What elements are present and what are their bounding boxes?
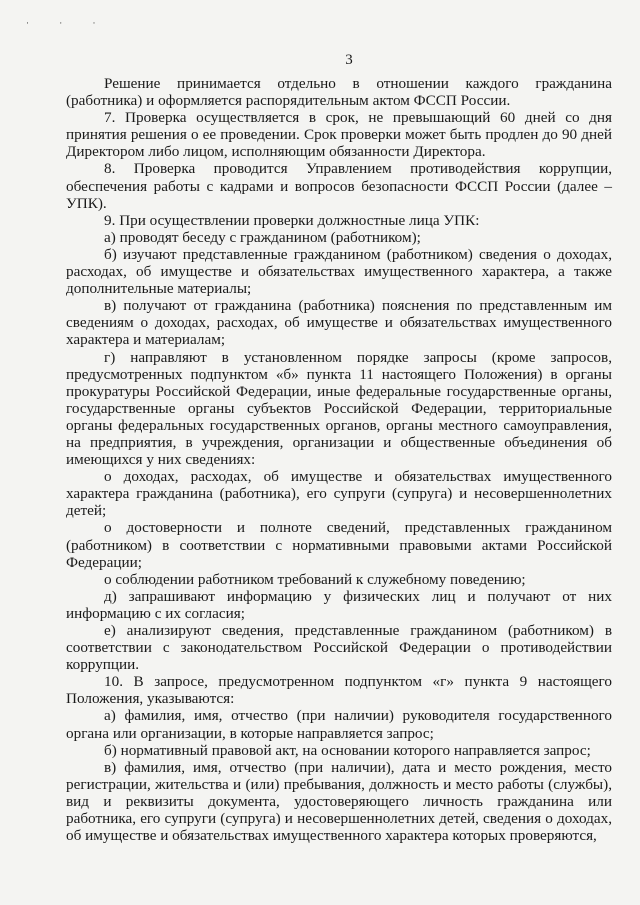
paragraph: 10. В запросе, предусмотренном подпунктом «г» пункта 9 настоящего Положения, указываются: xyxy=(66,673,612,708)
corner-marks: · · · xyxy=(26,18,110,28)
paragraph: о доходах, расходах, об имуществе и обязательствах имущественного характера гражданина (работника), его супруги (супруга) и несовершеннолетних детей; xyxy=(66,468,612,520)
paragraph: о достоверности и полноте сведений, представленных гражданином (работником) в соответствии с нормативными правовыми актами Российской Федерации; xyxy=(66,519,612,571)
page-number: 3 xyxy=(345,52,353,68)
paragraph: в) получают от гражданина (работника) пояснения по представленным им сведениям о доходах, расходах, об имуществе и обязательствах имущественного характера и материалам; xyxy=(66,297,612,349)
paragraph: 7. Проверка осуществляется в срок, не превышающий 60 дней со дня принятия решения о ее проведении. Срок проверки может быть продлен до 90 дней Директором либо лицом, исполняющим обязанности Директора. xyxy=(66,109,612,161)
document-body xyxy=(66,75,612,844)
paragraph: 9. При осуществлении проверки должностные лица УПК: xyxy=(104,211,480,229)
paragraph: б) изучают представленные гражданином (работником) сведения о доходах, расходах, об имуществе и обязательствах имущественного характера, а также дополнительные материалы; xyxy=(66,245,612,298)
paragraph: г) направляют в установленном порядке запросы (кроме запросов, предусмотренных подпунктом «б» пункта 11 настоящего Положения) в органы прокуратуры Российской Федерации, иные федеральные государственные органы, государственные органы субъектов Российской Федерации, территориальные органы федеральных государственных органов, органы местного самоуправления, на предприятия, в учреждения, организации и общественные объединения об имеющихся у них сведениях: xyxy=(66,348,612,469)
paragraph: Решение принимается отдельно в отношении каждого гражданина (работника) и оформляется распорядительным актом ФССП России. xyxy=(66,75,612,110)
paragraph: д) запрашивают информацию у физических лиц и получают от них информацию с их согласия; xyxy=(66,587,612,622)
paragraph: 8. Проверка проводится Управлением противодействия коррупции, обеспечения работы с кадрами и вопросов безопасности ФССП России (далее – УПК). xyxy=(66,160,612,212)
paragraph: б) нормативный правовой акт, на основании которого направляется запрос; xyxy=(104,741,591,759)
paragraph: в) фамилия, имя, отчество (при наличии), дата и место рождения, место регистрации, жительства и (или) пребывания, должность и место работы (службы), вид и реквизиты документа, удостоверяющего личность гражданина или работника, его супруги (супруга) и несовершеннолетних детей, сведения о доходах, об имуществе и обязательствах имущественного характера которых проверяются, xyxy=(66,758,612,845)
paragraph: а) проводят беседу с гражданином (работником); xyxy=(104,228,421,246)
paragraph: о соблюдении работником требований к служебному поведению; xyxy=(104,570,526,588)
paragraph: е) анализируют сведения, представленные гражданином (работником) в соответствии с законодательством Российской Федерации о противодействии коррупции. xyxy=(66,622,612,674)
paragraph: а) фамилия, имя, отчество (при наличии) руководителя государственного органа или организации, в которые направляется запрос; xyxy=(66,707,612,742)
